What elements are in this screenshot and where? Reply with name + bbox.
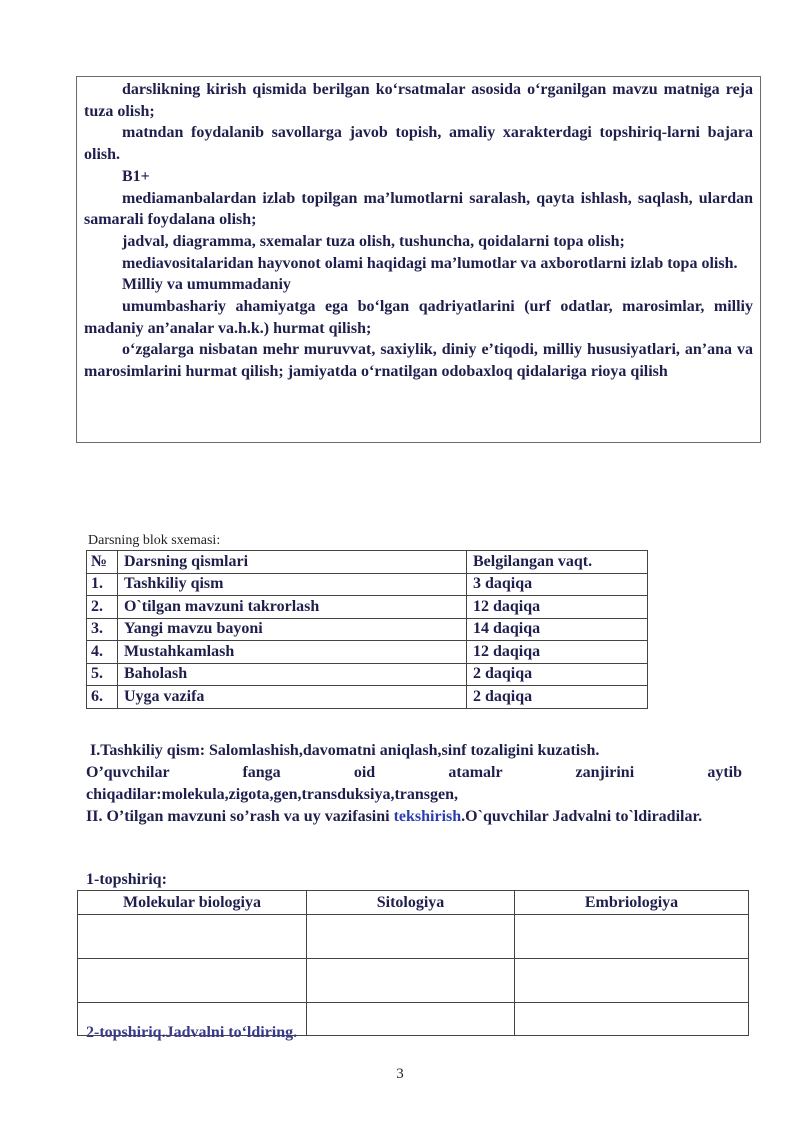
objectives-box <box>76 76 761 443</box>
paragraph-tashkiliy: I.Tashkiliy qism: Salomlashish,davomatni aniqlash,sinf tozaligini kuzatish. <box>90 742 600 759</box>
table-header-row <box>78 891 749 915</box>
tekshirish-link[interactable]: tekshirish <box>393 808 462 825</box>
table-header-row <box>87 551 648 574</box>
table-row <box>87 618 648 641</box>
table-row <box>87 573 648 596</box>
task2-label: 2-topshiriq.Jadvalni to‘ldiring. <box>86 1024 298 1041</box>
row-part: Mustahkamlash <box>118 641 467 664</box>
row-time: 12 daqiqa <box>467 641 648 664</box>
row-part: Yangi mavzu bayoni <box>118 618 467 641</box>
row-number: 2. <box>87 596 118 619</box>
objective-heading: Milliy va umummadaniy <box>122 276 291 294</box>
paragraph-line: chiqadilar:molekula,zigota,gen,transduksiya,transgen, <box>86 786 459 803</box>
blok-caption: Darsning blok sxemasi: <box>88 533 221 548</box>
lesson-text <box>86 740 742 828</box>
objective-line: mediavositalaridan hayvonot olami haqidagi ma’lumotlar va axborotlarni izlab topa olish. <box>122 254 738 272</box>
task1-table <box>77 890 749 1036</box>
row-time: 14 daqiqa <box>467 618 648 641</box>
row-number: 6. <box>87 686 118 709</box>
table-row <box>78 959 749 1003</box>
objective-line: umumbashariy ahamiyatga ega bo‘lgan qadriyatlarini (urf odatlar, marosimlar, milliy madaniy an’analar va.h.k.) hurmat qilish; <box>84 298 753 337</box>
empty-cell[interactable] <box>515 915 749 959</box>
objective-line: mediamanbalardan izlab topilgan ma’lumotlarni saralash, qayta ishlash, saqlash, ulardan samarali foydalana olish; <box>84 189 753 229</box>
header-cell: Belgilangan vaqt. <box>467 551 648 574</box>
row-number: 3. <box>87 618 118 641</box>
row-time: 12 daqiqa <box>467 596 648 619</box>
row-time: 3 daqiqa <box>467 573 648 596</box>
empty-cell[interactable] <box>515 959 749 1003</box>
paragraph-text: .O`quvchilar Jadvalni to`ldiradilar. <box>461 808 703 825</box>
table-row <box>78 915 749 959</box>
empty-cell[interactable] <box>307 1003 515 1036</box>
table-row <box>87 596 648 619</box>
empty-cell[interactable] <box>78 959 307 1003</box>
empty-cell[interactable] <box>307 915 515 959</box>
row-part: O`tilgan mavzuni takrorlash <box>118 596 467 619</box>
row-number: 1. <box>87 573 118 596</box>
header-cell: № <box>87 551 118 574</box>
objective-line: matndan foydalanib savollarga javob topish, amaliy xarakterdagi topshiriq-larni bajara olish. <box>84 124 753 164</box>
header-cell: Darsning qismlari <box>118 551 467 574</box>
lesson-plan-table <box>86 550 648 709</box>
paragraph-review <box>86 806 742 828</box>
page-number: 3 <box>396 1066 404 1082</box>
paragraph-text: II. O’tilgan mavzuni so’rash va uy vazifasini <box>86 808 394 825</box>
row-part: Tashkiliy qism <box>118 573 467 596</box>
row-time: 2 daqiqa <box>467 686 648 709</box>
table-row <box>87 663 648 686</box>
header-cell: Embriologiya <box>515 891 749 915</box>
empty-cell[interactable] <box>78 915 307 959</box>
objective-line: darslikning kirish qismida berilgan ko‘rsatmalar asosida o‘rganilgan mavzu matniga reja tuza olish; <box>84 81 753 120</box>
row-part: Baholash <box>118 663 467 686</box>
header-cell: Sitologiya <box>307 891 515 915</box>
header-cell: Molekular biologiya <box>78 891 307 915</box>
table-row <box>87 686 648 709</box>
table-row <box>87 641 648 664</box>
objective-line: jadval, diagramma, sxemalar tuza olish, tushuncha, qoidalarni topa olish; <box>122 232 625 250</box>
paragraph-line: O’quvchilar fanga oid atamalr zanjirini aytib <box>86 764 742 781</box>
empty-cell[interactable] <box>515 1003 749 1036</box>
row-number: 4. <box>87 641 118 664</box>
row-number: 5. <box>87 663 118 686</box>
task1-label: 1-topshiriq: <box>86 871 167 888</box>
empty-cell[interactable] <box>307 959 515 1003</box>
row-time: 2 daqiqa <box>467 663 648 686</box>
row-part: Uyga vazifa <box>118 686 467 709</box>
objective-line: o‘zgalarga nisbatan mehr muruvvat, saxiylik, diniy e’tiqodi, milliy hususiyatlari, an’ana va marosimlarini hurmat qilish; jamiyatda o‘rnatilgan odobaxloq qidalariga rioya qilish <box>84 341 753 381</box>
objective-heading: B1+ <box>122 167 150 185</box>
